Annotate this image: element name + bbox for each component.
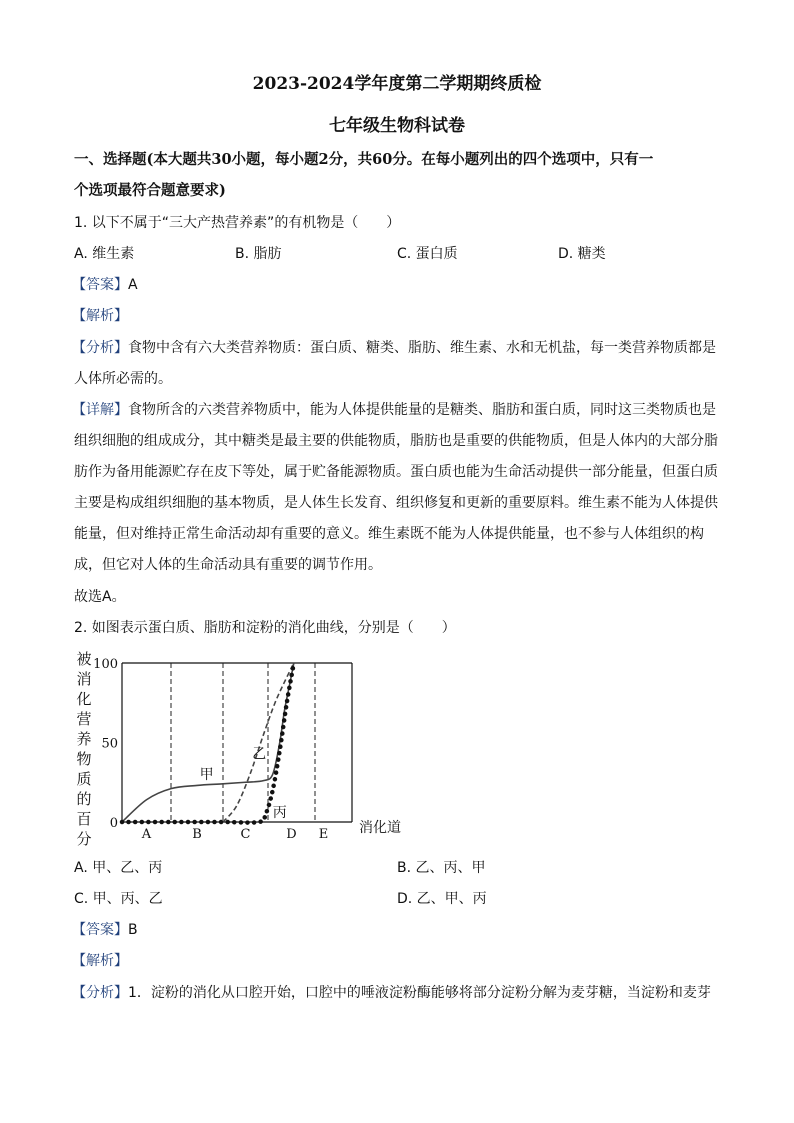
q2-fenxi-line-1 [72,983,711,1003]
series-1-label: 甲 [199,767,214,784]
ylabel-char: 分 [76,830,92,848]
digestion-chart [70,648,410,848]
answer-value: B [128,922,138,938]
q1-option-c: C. 蛋白质 [397,246,458,262]
q2-stem: 2. 如图表示蛋白质、脂肪和淀粉的消化曲线，分别是（ ） [74,620,456,636]
q2-option-d: D. 乙、甲、丙 [397,891,487,907]
series-2-line [223,663,294,822]
chart-ylabel [76,650,91,848]
category-label-B: B [192,827,202,842]
q2-option-c: C. 甲、丙、乙 [74,891,163,907]
q1-xiangjie-line-2: 组织细胞的组成成分，其中糖类是最主要的供能物质，脂肪也是重要的供能物质，但是人体内的大部分脂 [74,433,718,449]
fenxi-tag: 【分析】 [72,985,128,1001]
chart-series [122,663,294,823]
ylabel-char: 养 [76,730,92,748]
page-subtitle: 七年级生物科试卷 [329,116,465,136]
q1-fenxi-line-2: 人体所必需的。 [74,371,172,387]
ylabel-char: 消 [76,670,92,688]
chart-categories [141,827,328,842]
ytick-label-0: 0 [109,816,118,831]
q2-answer [72,920,138,940]
ytick-label-50: 50 [101,736,118,752]
q1-xiangjie-line-3: 肪作为备用能源贮存在皮下等处，属于贮备能源物质。蛋白质也能为生命活动提供一部分能量，但蛋白质 [74,464,718,480]
q1-option-b: B. 脂肪 [235,246,282,262]
q1-answer [72,275,138,295]
category-label-C: C [240,827,251,842]
q2-option-a: A. 甲、乙、丙 [74,860,163,876]
xiangjie-text: 食物所含的六类营养物质中，能为人体提供能量的是糖类、脂肪和蛋白质，同时这三类物质也是 [128,402,716,418]
series-3-label: 丙 [272,805,287,822]
ylabel-char: 百 [76,810,92,828]
q1-fenxi-line-1 [72,338,716,358]
chart-yticks [93,657,118,831]
q2-option-b: B. 乙、丙、甲 [397,860,486,876]
chart-frame [122,663,352,822]
q1-option-a: A. 维生素 [74,246,135,262]
ylabel-char: 的 [76,790,92,808]
xiangjie-tag: 【详解】 [72,402,128,418]
chart-xlabel: 消化道 [359,820,401,836]
q1-xiangjie-line-1 [72,400,716,420]
q1-xiangjie-line-4: 主要是构成组织细胞的基本物质，是人体生长发育、组织修复和更新的重要原料。维生素不能为人体提供 [74,495,718,511]
fenxi-text: 1．淀粉的消化从口腔开始，口腔中的唾液淀粉酶能够将部分淀粉分解为麦芽糖，当淀粉和麦芽 [128,985,711,1001]
category-label-D: D [286,827,297,842]
answer-value: A [128,277,138,293]
fenxi-tag: 【分析】 [72,340,128,356]
page-title: 2023-2024学年度第二学期期终质检 [252,74,542,94]
q1-analysis-tag: 【解析】 [72,308,128,324]
ytick-label-100: 100 [93,657,118,672]
section-heading-cont: 个选项最符合题意要求) [74,182,226,199]
ylabel-char: 物 [76,750,92,768]
category-label-A: A [141,827,152,842]
ylabel-char: 营 [76,710,92,728]
q1-option-d: D. 糖类 [558,246,606,262]
ylabel-char: 被 [76,650,92,668]
answer-tag: 【答案】 [72,277,128,293]
chart-dividers [171,663,315,822]
ylabel-char: 化 [76,690,92,708]
q1-xiangjie-line-6: 成，但它对人体的生命活动具有重要的调节作用。 [74,557,382,573]
ylabel-char: 质 [76,770,92,788]
section-heading: 一、选择题(本大题共30小题，每小题2分，共60分。在每小题列出的四个选项中，只有一 [74,151,654,168]
q1-stem: 1. 以下不属于“三大产热营养素”的有机物是（ ） [74,215,401,231]
category-label-E: E [318,827,329,842]
series-2-label: 乙 [252,746,267,763]
q1-conclusion: 故选A。 [74,589,126,605]
q2-analysis-tag: 【解析】 [72,953,128,969]
series-1-line [122,663,294,822]
fenxi-text: 食物中含有六大类营养物质：蛋白质、糖类、脂肪、维生素、水和无机盐，每一类营养物质都是 [128,340,716,356]
answer-tag: 【答案】 [72,922,128,938]
q1-xiangjie-line-5: 能量，但对维持正常生命活动却有重要的意义。维生素既不能为人体提供能量，也不参与人体组织的构 [74,526,704,542]
